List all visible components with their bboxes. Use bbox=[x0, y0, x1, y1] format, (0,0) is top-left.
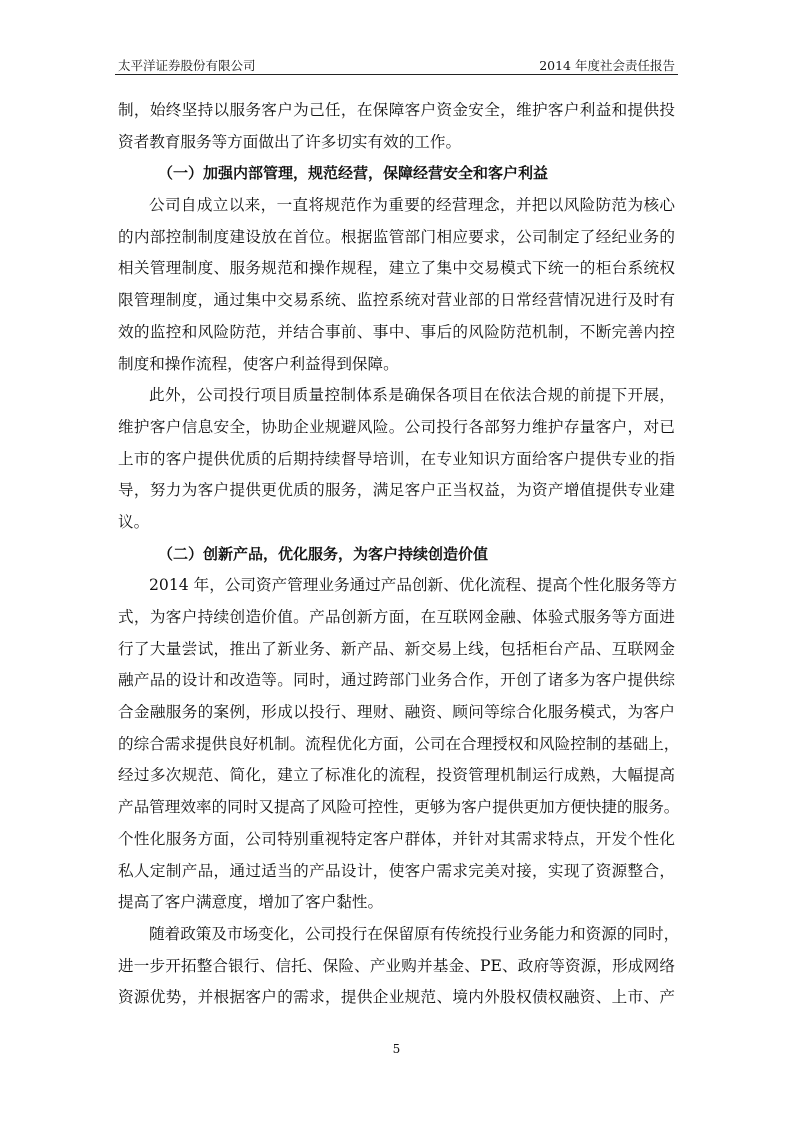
page-number: 5 bbox=[392, 1042, 401, 1056]
text-line: 个性化服务方面，公司特别重视特定客户群体，并针对其需求特点，开发个性化 bbox=[118, 829, 675, 848]
text-line: 产品管理效率的同时又提高了风险可控性，更够为客户提供更加方便快捷的服务。 bbox=[118, 798, 680, 817]
text-line: 私人定制产品，通过适当的产品设计，使客户需求完美对接，实现了资源整合， bbox=[118, 861, 675, 880]
text-line: 2014 年，公司资产管理业务通过产品创新、优化流程、提高个性化服务等方 bbox=[149, 576, 678, 595]
paragraph bbox=[118, 919, 680, 1014]
text-line: 融产品的设计和改造等。同时，通过跨部门业务合作，开创了诸多为客户提供综 bbox=[118, 671, 675, 690]
header-report-title: 2014 年度社会责任报告 bbox=[539, 58, 675, 73]
heading-text: （一）加强内部管理，规范经营，保障经营安全和客户利益 bbox=[158, 164, 549, 183]
text-line: 资者教育服务等方面做出了许多切实有效的工作。 bbox=[118, 132, 462, 151]
text-line: 制，始终坚持以服务客户为己任，在保障客户资金安全，维护客户利益和提供投 bbox=[118, 101, 675, 119]
text-line: 的内部控制制度建设放在首位。根据监管部门相应要求，公司制定了经纪业务的 bbox=[118, 227, 675, 246]
text-line: 议。 bbox=[118, 512, 150, 531]
header-company: 太平洋证券股份有限公司 bbox=[118, 58, 256, 73]
section-heading bbox=[118, 158, 675, 190]
heading-text: （二）创新产品，优化服务，为客户持续创造价值 bbox=[158, 544, 489, 563]
text-line: 上市的客户提供优质的后期持续督导培训，在专业知识方面给客户提供专业的指 bbox=[118, 449, 675, 468]
text-line: 行了大量尝试，推出了新业务、新产品、新交易上线，包括柜台产品、互联网金 bbox=[118, 639, 675, 658]
document-body bbox=[118, 95, 680, 1014]
text-line: 式，为客户持续创造价值。产品创新方面，在互联网金融、体验式服务等方面进 bbox=[118, 608, 675, 626]
text-line: 此外，公司投行项目质量控制体系是确保各项目在依法合规的前提下开展， bbox=[149, 386, 675, 405]
text-line: 经过多次规范、简化，建立了标准化的流程，投资管理机制运行成熟，大幅提高 bbox=[118, 766, 675, 785]
text-line: 限管理制度，通过集中交易系统、监控系统对营业部的日常经营情况进行及时有 bbox=[118, 291, 675, 310]
section-heading bbox=[118, 539, 675, 571]
text-line: 随着政策及市场变化，公司投行在保留原有传统投行业务能力和资源的同时， bbox=[149, 924, 680, 943]
paragraph bbox=[118, 380, 675, 538]
text-line: 进一步开拓整合银行、信托、保险、产业购并基金、PE、政府等资源，形成网络 bbox=[118, 956, 675, 975]
paragraph bbox=[118, 570, 680, 919]
text-line: 维护客户信息安全，协助企业规避风险。公司投行各部努力维护存量客户，对已 bbox=[118, 417, 675, 436]
text-line: 效的监控和风险防范，并结合事前、事中、事后的风险防范机制，不断完善内控 bbox=[118, 322, 675, 341]
text-line: 提高了客户满意度，增加了客户黏性。 bbox=[118, 893, 384, 912]
text-line: 合金融服务的案例，形成以投行、理财、融资、顾问等综合化服务模式，为客户 bbox=[118, 703, 675, 722]
text-line: 资源优势，并根据客户的需求，提供企业规范、境内外股权债权融资、上市、产 bbox=[118, 988, 675, 1007]
text-line: 公司自成立以来，一直将规范作为重要的经营理念，并把以风险防范为核心 bbox=[149, 196, 675, 215]
text-line: 相关管理制度、服务规范和操作规程，建立了集中交易模式下统一的柜台系统权 bbox=[118, 259, 675, 278]
paragraph bbox=[118, 95, 675, 158]
paragraph bbox=[118, 190, 675, 380]
text-line: 导，努力为客户提供更优质的服务，满足客户正当权益，为资产增值提供专业建 bbox=[118, 481, 675, 500]
page-header bbox=[115, 55, 678, 75]
text-line: 的综合需求提供良好机制。流程优化方面，公司在合理授权和风险控制的基础上， bbox=[118, 734, 680, 753]
text-line: 制度和操作流程，使客户利益得到保障。 bbox=[118, 354, 399, 373]
